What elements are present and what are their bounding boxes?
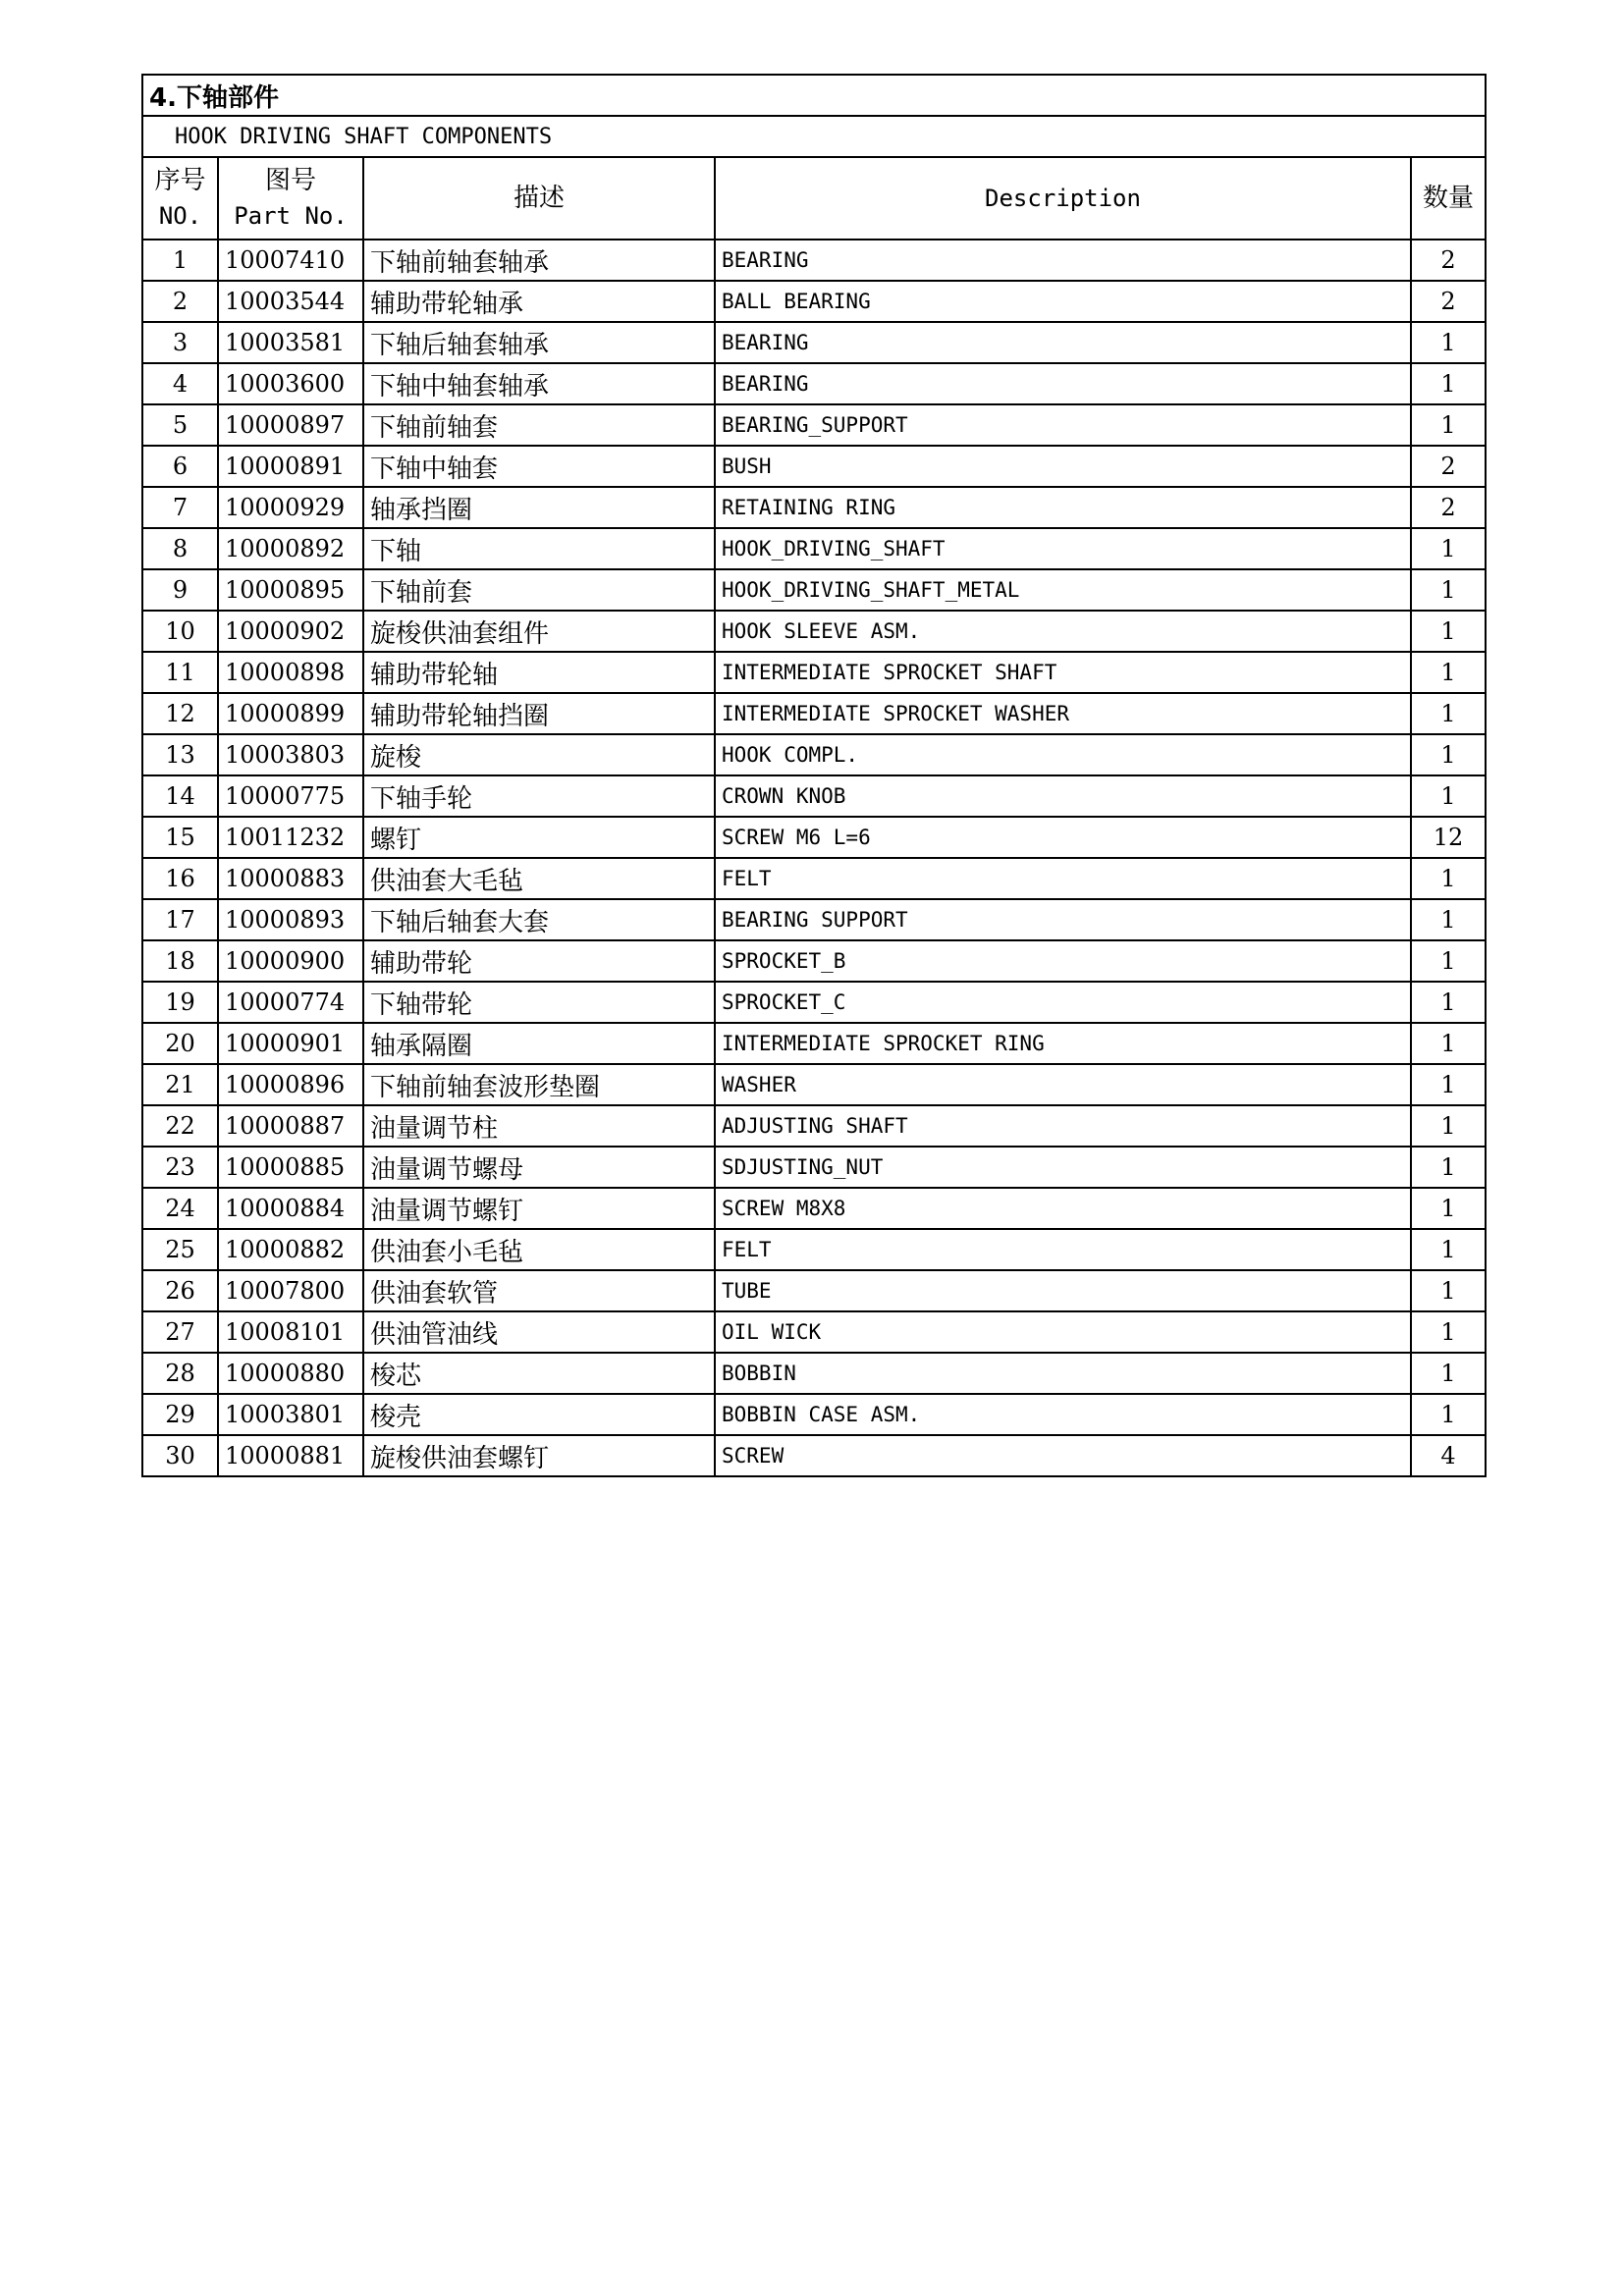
cell-desc-zh: 下轴中轴套轴承 xyxy=(363,363,715,404)
cell-desc-zh: 供油套小毛毡 xyxy=(363,1229,715,1270)
cell-part-no: 10000880 xyxy=(218,1353,363,1394)
table-row xyxy=(142,817,1486,858)
cell-part-no: 10000897 xyxy=(218,404,363,446)
table-row xyxy=(142,1064,1486,1105)
cell-qty: 1 xyxy=(1411,404,1486,446)
cell-desc-zh: 下轴手轮 xyxy=(363,775,715,817)
table-row xyxy=(142,775,1486,817)
cell-desc-zh: 下轴前轴套 xyxy=(363,404,715,446)
cell-qty: 1 xyxy=(1411,1353,1486,1394)
cell-no: 3 xyxy=(142,322,218,363)
cell-no: 1 xyxy=(142,240,218,281)
cell-no: 8 xyxy=(142,528,218,569)
section-subtitle: HOOK DRIVING SHAFT COMPONENTS xyxy=(142,116,1486,157)
cell-desc-en: BALL BEARING xyxy=(715,281,1411,322)
header-no xyxy=(142,157,218,240)
cell-part-no: 10000893 xyxy=(218,899,363,940)
cell-no: 27 xyxy=(142,1311,218,1353)
cell-qty: 1 xyxy=(1411,1394,1486,1435)
cell-part-no: 10003801 xyxy=(218,1394,363,1435)
table-row xyxy=(142,1270,1486,1311)
cell-part-no: 10003600 xyxy=(218,363,363,404)
cell-qty: 1 xyxy=(1411,1023,1486,1064)
cell-qty: 2 xyxy=(1411,281,1486,322)
cell-part-no: 10007410 xyxy=(218,240,363,281)
table-row xyxy=(142,240,1486,281)
cell-part-no: 10007800 xyxy=(218,1270,363,1311)
cell-part-no: 10000887 xyxy=(218,1105,363,1147)
cell-qty: 1 xyxy=(1411,1270,1486,1311)
cell-desc-en: FELT xyxy=(715,1229,1411,1270)
cell-part-no: 10000899 xyxy=(218,693,363,734)
table-row xyxy=(142,899,1486,940)
cell-desc-zh: 下轴后轴套轴承 xyxy=(363,322,715,363)
table-row xyxy=(142,1229,1486,1270)
cell-desc-zh: 辅助带轮轴 xyxy=(363,652,715,693)
cell-desc-zh: 轴承隔圈 xyxy=(363,1023,715,1064)
cell-desc-en: RETAINING RING xyxy=(715,487,1411,528)
cell-qty: 12 xyxy=(1411,817,1486,858)
cell-no: 17 xyxy=(142,899,218,940)
cell-desc-zh: 下轴中轴套 xyxy=(363,446,715,487)
table-row xyxy=(142,487,1486,528)
cell-desc-en: HOOK_DRIVING_SHAFT_METAL xyxy=(715,569,1411,611)
cell-qty: 1 xyxy=(1411,322,1486,363)
cell-desc-zh: 下轴后轴套大套 xyxy=(363,899,715,940)
table-row xyxy=(142,1353,1486,1394)
cell-qty: 1 xyxy=(1411,569,1486,611)
cell-part-no: 10000884 xyxy=(218,1188,363,1229)
cell-no: 30 xyxy=(142,1435,218,1476)
cell-no: 24 xyxy=(142,1188,218,1229)
cell-qty: 1 xyxy=(1411,858,1486,899)
cell-no: 2 xyxy=(142,281,218,322)
cell-desc-zh: 梭壳 xyxy=(363,1394,715,1435)
cell-desc-en: SPROCKET_B xyxy=(715,940,1411,982)
cell-desc-en: SDJUSTING_NUT xyxy=(715,1147,1411,1188)
section-title-row xyxy=(142,75,1486,116)
cell-qty: 1 xyxy=(1411,1105,1486,1147)
table-row xyxy=(142,1435,1486,1476)
cell-no: 19 xyxy=(142,982,218,1023)
cell-qty: 1 xyxy=(1411,1147,1486,1188)
table-row xyxy=(142,569,1486,611)
cell-qty: 1 xyxy=(1411,1311,1486,1353)
table-row xyxy=(142,734,1486,775)
cell-desc-en: TUBE xyxy=(715,1270,1411,1311)
cell-desc-en: INTERMEDIATE SPROCKET RING xyxy=(715,1023,1411,1064)
cell-desc-en: SCREW M8X8 xyxy=(715,1188,1411,1229)
cell-no: 4 xyxy=(142,363,218,404)
cell-qty: 1 xyxy=(1411,363,1486,404)
cell-qty: 1 xyxy=(1411,734,1486,775)
cell-no: 20 xyxy=(142,1023,218,1064)
cell-desc-en: ADJUSTING SHAFT xyxy=(715,1105,1411,1147)
cell-part-no: 10000901 xyxy=(218,1023,363,1064)
cell-no: 13 xyxy=(142,734,218,775)
cell-qty: 1 xyxy=(1411,528,1486,569)
cell-desc-zh: 油量调节螺钉 xyxy=(363,1188,715,1229)
table-row xyxy=(142,1188,1486,1229)
cell-no: 29 xyxy=(142,1394,218,1435)
cell-part-no: 10000775 xyxy=(218,775,363,817)
cell-qty: 2 xyxy=(1411,446,1486,487)
cell-no: 12 xyxy=(142,693,218,734)
cell-part-no: 10000882 xyxy=(218,1229,363,1270)
cell-part-no: 10000902 xyxy=(218,611,363,652)
cell-desc-zh: 油量调节柱 xyxy=(363,1105,715,1147)
cell-qty: 1 xyxy=(1411,652,1486,693)
cell-part-no: 10003544 xyxy=(218,281,363,322)
header-desc-en: Description xyxy=(715,157,1411,240)
header-no-en: NO. xyxy=(158,202,202,230)
cell-desc-en: OIL WICK xyxy=(715,1311,1411,1353)
header-row xyxy=(142,157,1486,240)
cell-desc-zh: 下轴 xyxy=(363,528,715,569)
cell-desc-en: SPROCKET_C xyxy=(715,982,1411,1023)
parts-table xyxy=(141,74,1487,1477)
cell-no: 14 xyxy=(142,775,218,817)
cell-desc-zh: 下轴前套 xyxy=(363,569,715,611)
cell-qty: 1 xyxy=(1411,693,1486,734)
cell-no: 5 xyxy=(142,404,218,446)
cell-part-no: 10000898 xyxy=(218,652,363,693)
cell-part-no: 10000885 xyxy=(218,1147,363,1188)
cell-desc-en: INTERMEDIATE SPROCKET SHAFT xyxy=(715,652,1411,693)
cell-no: 10 xyxy=(142,611,218,652)
cell-desc-zh: 旋梭供油套螺钉 xyxy=(363,1435,715,1476)
cell-no: 22 xyxy=(142,1105,218,1147)
cell-part-no: 10000774 xyxy=(218,982,363,1023)
cell-desc-zh: 下轴带轮 xyxy=(363,982,715,1023)
header-no-zh: 序号 xyxy=(154,166,206,195)
cell-no: 6 xyxy=(142,446,218,487)
cell-part-no: 10000900 xyxy=(218,940,363,982)
cell-part-no: 10008101 xyxy=(218,1311,363,1353)
cell-part-no: 10000891 xyxy=(218,446,363,487)
cell-part-no: 10000892 xyxy=(218,528,363,569)
table-row xyxy=(142,322,1486,363)
cell-part-no: 10011232 xyxy=(218,817,363,858)
section-title: 4.下轴部件 xyxy=(142,75,1486,116)
cell-desc-zh: 梭芯 xyxy=(363,1353,715,1394)
table-row xyxy=(142,528,1486,569)
cell-desc-en: HOOK_DRIVING_SHAFT xyxy=(715,528,1411,569)
cell-qty: 1 xyxy=(1411,940,1486,982)
cell-desc-zh: 供油套软管 xyxy=(363,1270,715,1311)
cell-desc-en: BOBBIN xyxy=(715,1353,1411,1394)
cell-desc-en: SCREW M6 L=6 xyxy=(715,817,1411,858)
cell-no: 23 xyxy=(142,1147,218,1188)
cell-desc-en: FELT xyxy=(715,858,1411,899)
cell-no: 15 xyxy=(142,817,218,858)
cell-no: 25 xyxy=(142,1229,218,1270)
cell-part-no: 10000881 xyxy=(218,1435,363,1476)
table-row xyxy=(142,611,1486,652)
table-row xyxy=(142,1311,1486,1353)
cell-desc-zh: 辅助带轮轴承 xyxy=(363,281,715,322)
cell-no: 7 xyxy=(142,487,218,528)
table-row xyxy=(142,404,1486,446)
cell-desc-zh: 辅助带轮 xyxy=(363,940,715,982)
cell-desc-en: HOOK COMPL. xyxy=(715,734,1411,775)
cell-part-no: 10003803 xyxy=(218,734,363,775)
cell-no: 26 xyxy=(142,1270,218,1311)
cell-desc-en: BOBBIN CASE ASM. xyxy=(715,1394,1411,1435)
cell-desc-zh: 辅助带轮轴挡圈 xyxy=(363,693,715,734)
cell-desc-en: BEARING xyxy=(715,322,1411,363)
table-row xyxy=(142,1394,1486,1435)
table-row xyxy=(142,1147,1486,1188)
cell-desc-zh: 下轴前轴套波形垫圈 xyxy=(363,1064,715,1105)
cell-qty: 1 xyxy=(1411,899,1486,940)
cell-part-no: 10000929 xyxy=(218,487,363,528)
table-row xyxy=(142,363,1486,404)
cell-desc-en: BEARING_SUPPORT xyxy=(715,404,1411,446)
cell-desc-zh: 下轴前轴套轴承 xyxy=(363,240,715,281)
table-row xyxy=(142,1023,1486,1064)
cell-qty: 1 xyxy=(1411,1188,1486,1229)
cell-desc-en: HOOK SLEEVE ASM. xyxy=(715,611,1411,652)
cell-no: 11 xyxy=(142,652,218,693)
cell-desc-zh: 旋梭 xyxy=(363,734,715,775)
cell-qty: 1 xyxy=(1411,982,1486,1023)
cell-desc-en: INTERMEDIATE SPROCKET WASHER xyxy=(715,693,1411,734)
cell-desc-zh: 轴承挡圈 xyxy=(363,487,715,528)
table-row xyxy=(142,693,1486,734)
cell-desc-zh: 螺钉 xyxy=(363,817,715,858)
table-row xyxy=(142,1105,1486,1147)
cell-desc-zh: 旋梭供油套组件 xyxy=(363,611,715,652)
cell-no: 16 xyxy=(142,858,218,899)
header-part-zh: 图号 xyxy=(264,166,316,195)
cell-desc-en: BUSH xyxy=(715,446,1411,487)
header-desc-zh: 描述 xyxy=(363,157,715,240)
header-part-en: Part No. xyxy=(234,202,348,230)
cell-qty: 2 xyxy=(1411,487,1486,528)
cell-part-no: 10000896 xyxy=(218,1064,363,1105)
cell-desc-zh: 供油管油线 xyxy=(363,1311,715,1353)
cell-no: 21 xyxy=(142,1064,218,1105)
cell-qty: 1 xyxy=(1411,1229,1486,1270)
cell-part-no: 10000883 xyxy=(218,858,363,899)
section-subtitle-row xyxy=(142,116,1486,157)
table-row xyxy=(142,940,1486,982)
table-row xyxy=(142,446,1486,487)
cell-desc-en: SCREW xyxy=(715,1435,1411,1476)
cell-qty: 1 xyxy=(1411,775,1486,817)
cell-qty: 2 xyxy=(1411,240,1486,281)
cell-no: 28 xyxy=(142,1353,218,1394)
header-qty: 数量 xyxy=(1411,157,1486,240)
cell-desc-en: CROWN KNOB xyxy=(715,775,1411,817)
cell-no: 9 xyxy=(142,569,218,611)
table-row xyxy=(142,281,1486,322)
cell-qty: 1 xyxy=(1411,611,1486,652)
cell-part-no: 10003581 xyxy=(218,322,363,363)
cell-desc-zh: 油量调节螺母 xyxy=(363,1147,715,1188)
cell-desc-en: BEARING xyxy=(715,240,1411,281)
cell-part-no: 10000895 xyxy=(218,569,363,611)
cell-desc-en: BEARING SUPPORT xyxy=(715,899,1411,940)
cell-desc-zh: 供油套大毛毡 xyxy=(363,858,715,899)
cell-desc-en: WASHER xyxy=(715,1064,1411,1105)
header-part xyxy=(218,157,363,240)
cell-qty: 1 xyxy=(1411,1064,1486,1105)
table-row xyxy=(142,982,1486,1023)
cell-no: 18 xyxy=(142,940,218,982)
cell-qty: 4 xyxy=(1411,1435,1486,1476)
table-row xyxy=(142,858,1486,899)
cell-desc-en: BEARING xyxy=(715,363,1411,404)
table-row xyxy=(142,652,1486,693)
